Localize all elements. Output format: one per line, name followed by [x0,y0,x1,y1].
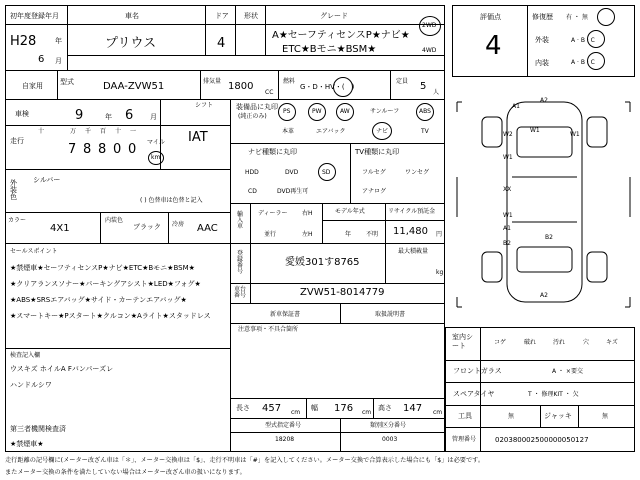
wid-label: 幅 [311,404,318,412]
diag-w1-c: W1 [503,212,513,219]
equip-leather: 本革 [282,128,295,135]
import-lh: 左H [302,231,313,238]
car-diagram [452,82,635,322]
tv-analog: アナログ [362,188,387,195]
inspection-year-suffix: 年 [105,113,112,121]
spare-label: スペアタイヤ [453,390,495,398]
doors-value: 4 [217,36,226,51]
sales-line-0: ★禁煙車★セーフティセンスP★ナビ★ETC★Bモニ★BSM★ [10,264,195,272]
diag-a1-top: A1 [512,103,520,110]
fuel-label: 燃料 [283,78,296,85]
color-value: シルバー [33,176,61,184]
sales-line-1: ★クリアランスソナー★パーキングアシスト★LED★フォグ★ [10,280,201,288]
car-name: プリウス [105,36,157,51]
model-label: 型式 [60,78,74,86]
footer-line1: 走行距離の記号欄に(メーター改ざん車は「＊」、メーター交換車は「$」、走行不明車は「#」を記入してください。メーター交換で合算表示した場合にも「$」は必要です。 [5,457,485,464]
diag-b2-b: B2 [545,234,553,241]
nav-type-label: ナビ種類に丸印 [248,148,297,156]
sheet-border [5,5,445,452]
class-label: 類別区分番号 [370,422,407,429]
jack-value: 無 [602,413,609,420]
hgt-value: 147 [403,403,423,414]
equip-airbag: エアバック [316,128,346,135]
reg-month-suffix: 月 [55,57,62,65]
diag-w2: W2 [503,131,513,138]
third-party-label: 第三者機関検査済 [10,425,66,433]
interior-label: 室内シート [452,333,473,351]
mileage-digit-1: 7 [68,142,77,157]
mileage-unit-1: 万 [70,128,77,135]
glass-value: A ・ ×要交 [552,368,583,375]
interior-item-4: キズ [606,339,618,346]
reg-month: 6 [38,54,45,65]
inspection-year: 9 [75,108,84,123]
mileage-unit-4: 十 [115,128,122,135]
sales-label: セールスポイント [10,248,58,255]
jack-label: ジャッキ [544,412,572,420]
max-load-unit: kg [436,269,444,276]
ext-label: 外装 [535,36,549,44]
doors-label: ドア [215,12,229,20]
mgmt-label: 管理番号 [452,436,477,443]
mileage-mile: マイル [147,139,165,146]
eval-score: 4 [485,31,502,61]
equip-abs: ABS [419,108,431,115]
diag-a2-bottom: A2 [540,292,548,299]
import-parallel: 並行 [264,231,277,238]
grade-line2: ETC★Bモニ★BSM★ [282,44,377,55]
mileage-digit-3: 8 [98,142,107,157]
int-opts: A · B · C [571,59,595,66]
reg-era: H28 [10,34,37,49]
capacity-unit: 人 [433,89,440,96]
model-year-unknown: 不明 [366,231,379,238]
wid-value: 176 [334,403,354,414]
sales-line-2: ★ABS★SRSエアバッグ★サイド・カーテンエアバッグ★ [10,296,187,304]
mileage-unit-0: 十 [38,128,45,135]
nav-dvd-play: DVD再生可 [277,188,309,195]
mileage-unit-2: 千 [85,128,92,135]
trans-label: カラー [8,217,27,224]
footer-line2: またメーター交換の条件を満たしていない場合はメーター改ざん車の扱いになります。 [5,469,246,476]
repair-label: 修復歴 [532,13,553,21]
tv-type-label: TV種類に丸印 [355,148,400,156]
model-year-unit: 年 [345,231,352,238]
tools-label: 工具 [458,412,472,420]
third-party-value: ★禁煙車★ [10,440,44,448]
reg-label: 登録番号 [237,250,244,275]
equip-label: 装備品に丸印 [236,103,278,111]
repair-circle [597,8,615,26]
interior-item-2: 汚れ [553,339,566,346]
equip-pw: PW [312,108,322,115]
reg-year-label: 初年度登録年月 [10,12,59,20]
spare-value: T ・ 修理KIT ・ 欠 [528,391,579,398]
shape-label: 形状 [244,12,258,20]
class-num: 0003 [382,436,398,443]
fuel-options: G・D・HV・( ) [300,83,355,91]
usage: 自家用 [22,82,43,90]
equip-ps: PS [283,108,291,115]
hgt-unit: cm [433,409,443,416]
fuel-hv-circle [333,77,353,97]
int-color-label: 内装色 [105,217,124,224]
drive-4wd: 4WD [422,47,437,54]
equip-aw: AW [340,108,350,115]
ext-circle [587,30,605,48]
len-label: 長さ [236,404,250,412]
color-note: ( ) 色替車は色替と記入 [140,197,203,204]
wid-unit: cm [362,409,372,416]
trans-value: 4X1 [50,223,70,234]
int-color-value: ブラック [133,223,161,231]
inspector-line-0: ウスキズ ホイルA Fバンパーズレ [10,365,114,373]
int-circle [587,52,605,70]
grade-label: グレード [320,12,348,20]
recycle-value: 11,480 [393,226,428,237]
capacity-value: 5 [420,81,427,92]
hgt-label: 高さ [378,404,392,412]
inspection-label: 車検 [15,110,29,118]
reg-year-suffix: 年 [55,37,62,45]
shift-label: シフト [195,102,214,109]
model-year-label: モデル年式 [335,208,365,215]
mileage-km: km [151,154,161,161]
inspector-line-1: ハンドルシワ [10,381,52,389]
import-dealer: ディーラー [258,210,288,217]
recycle-label: リサイクル預託金 [388,208,436,215]
ac-value: AAC [197,223,218,234]
displacement-label: 排気量 [203,78,222,85]
tools-value: 無 [508,413,515,420]
tv-full: フルセグ [362,169,386,176]
type-label: 型式指定番号 [265,422,302,429]
mileage-unit-5: 一 [130,128,137,135]
shift-value: IAT [188,130,208,145]
nav-dvd: DVD [285,169,299,176]
mileage-label: 走行 [10,137,24,145]
type-num: 18208 [275,436,295,443]
glass-label: フロントガラス [453,367,502,375]
tv-one: ワンセグ [405,169,430,176]
chassis-value: ZVW51-8014779 [300,287,385,298]
reg-value: 愛媛301す8765 [285,257,360,268]
manual: 取扱説明書 [375,311,406,318]
name-label: 車名 [125,12,139,20]
mileage-digit-4: 0 [113,142,122,157]
grade-line1: A★セーフティセンスP★ナビ★ [272,30,410,41]
len-unit: cm [291,409,301,416]
ac-label: 冷房 [172,221,185,228]
nav-cd: CD [248,188,257,195]
diag-a1-mid: A1 [503,225,511,232]
equip-tv: TV [421,128,429,135]
repair-opts: 有 ・ 無 [566,14,588,21]
diag-w1-d: W1 [570,131,580,138]
mileage-unit-3: 百 [100,128,107,135]
nav-hdd: HDD [245,169,259,176]
interior-item-1: 破れ [524,339,537,346]
diag-w1-a: W1 [530,127,540,134]
capacity-label: 定員 [396,78,409,85]
diag-a2-top: A2 [540,97,548,104]
chassis-label: 車台番号 [234,286,247,299]
inspector-label: 検査記入欄 [10,352,41,359]
drive-2wd: 2WD [422,22,437,29]
max-load-label: 最大積載量 [398,248,429,255]
import-label: 輸入車 [237,211,244,230]
interior-item-0: コゲ [494,339,507,346]
int-label: 内装 [535,59,549,67]
len-value: 457 [262,403,282,414]
model-value: DAA-ZVW51 [103,81,165,92]
diag-b2-a: B2 [503,240,511,247]
inspection-month: 6 [125,108,134,123]
equip-sunroof: サンルーフ [370,108,400,115]
import-rh: 右H [302,210,313,217]
warranty: 新車保証書 [270,311,301,318]
equip-sub: (純正のみ) [238,113,267,120]
recycle-yen: 円 [436,231,443,238]
diag-w1-b: W1 [503,154,513,161]
notes-label: 注意事項・不具合箇所 [238,326,299,333]
sales-line-3: ★スマートキー★Pスタート★クルコン★Aライト★スタッドレス [10,312,211,320]
interior-item-3: 穴 [583,339,590,346]
ext-opts: A · B · C [571,37,595,44]
diag-xx: XX [503,186,512,193]
mgmt-value: 020380002500000050127 [495,436,589,444]
nav-sd: SD [322,169,331,176]
color-label: 外装色 [10,179,17,201]
displacement-value: 1800 [228,81,254,92]
mileage-digit-5: 0 [128,142,137,157]
equip-navi: ナビ [376,128,389,135]
eval-label: 評価点 [480,13,501,21]
mileage-digit-2: 8 [83,142,92,157]
inspection-month-suffix: 月 [150,113,157,121]
displacement-unit: CC [265,89,274,96]
